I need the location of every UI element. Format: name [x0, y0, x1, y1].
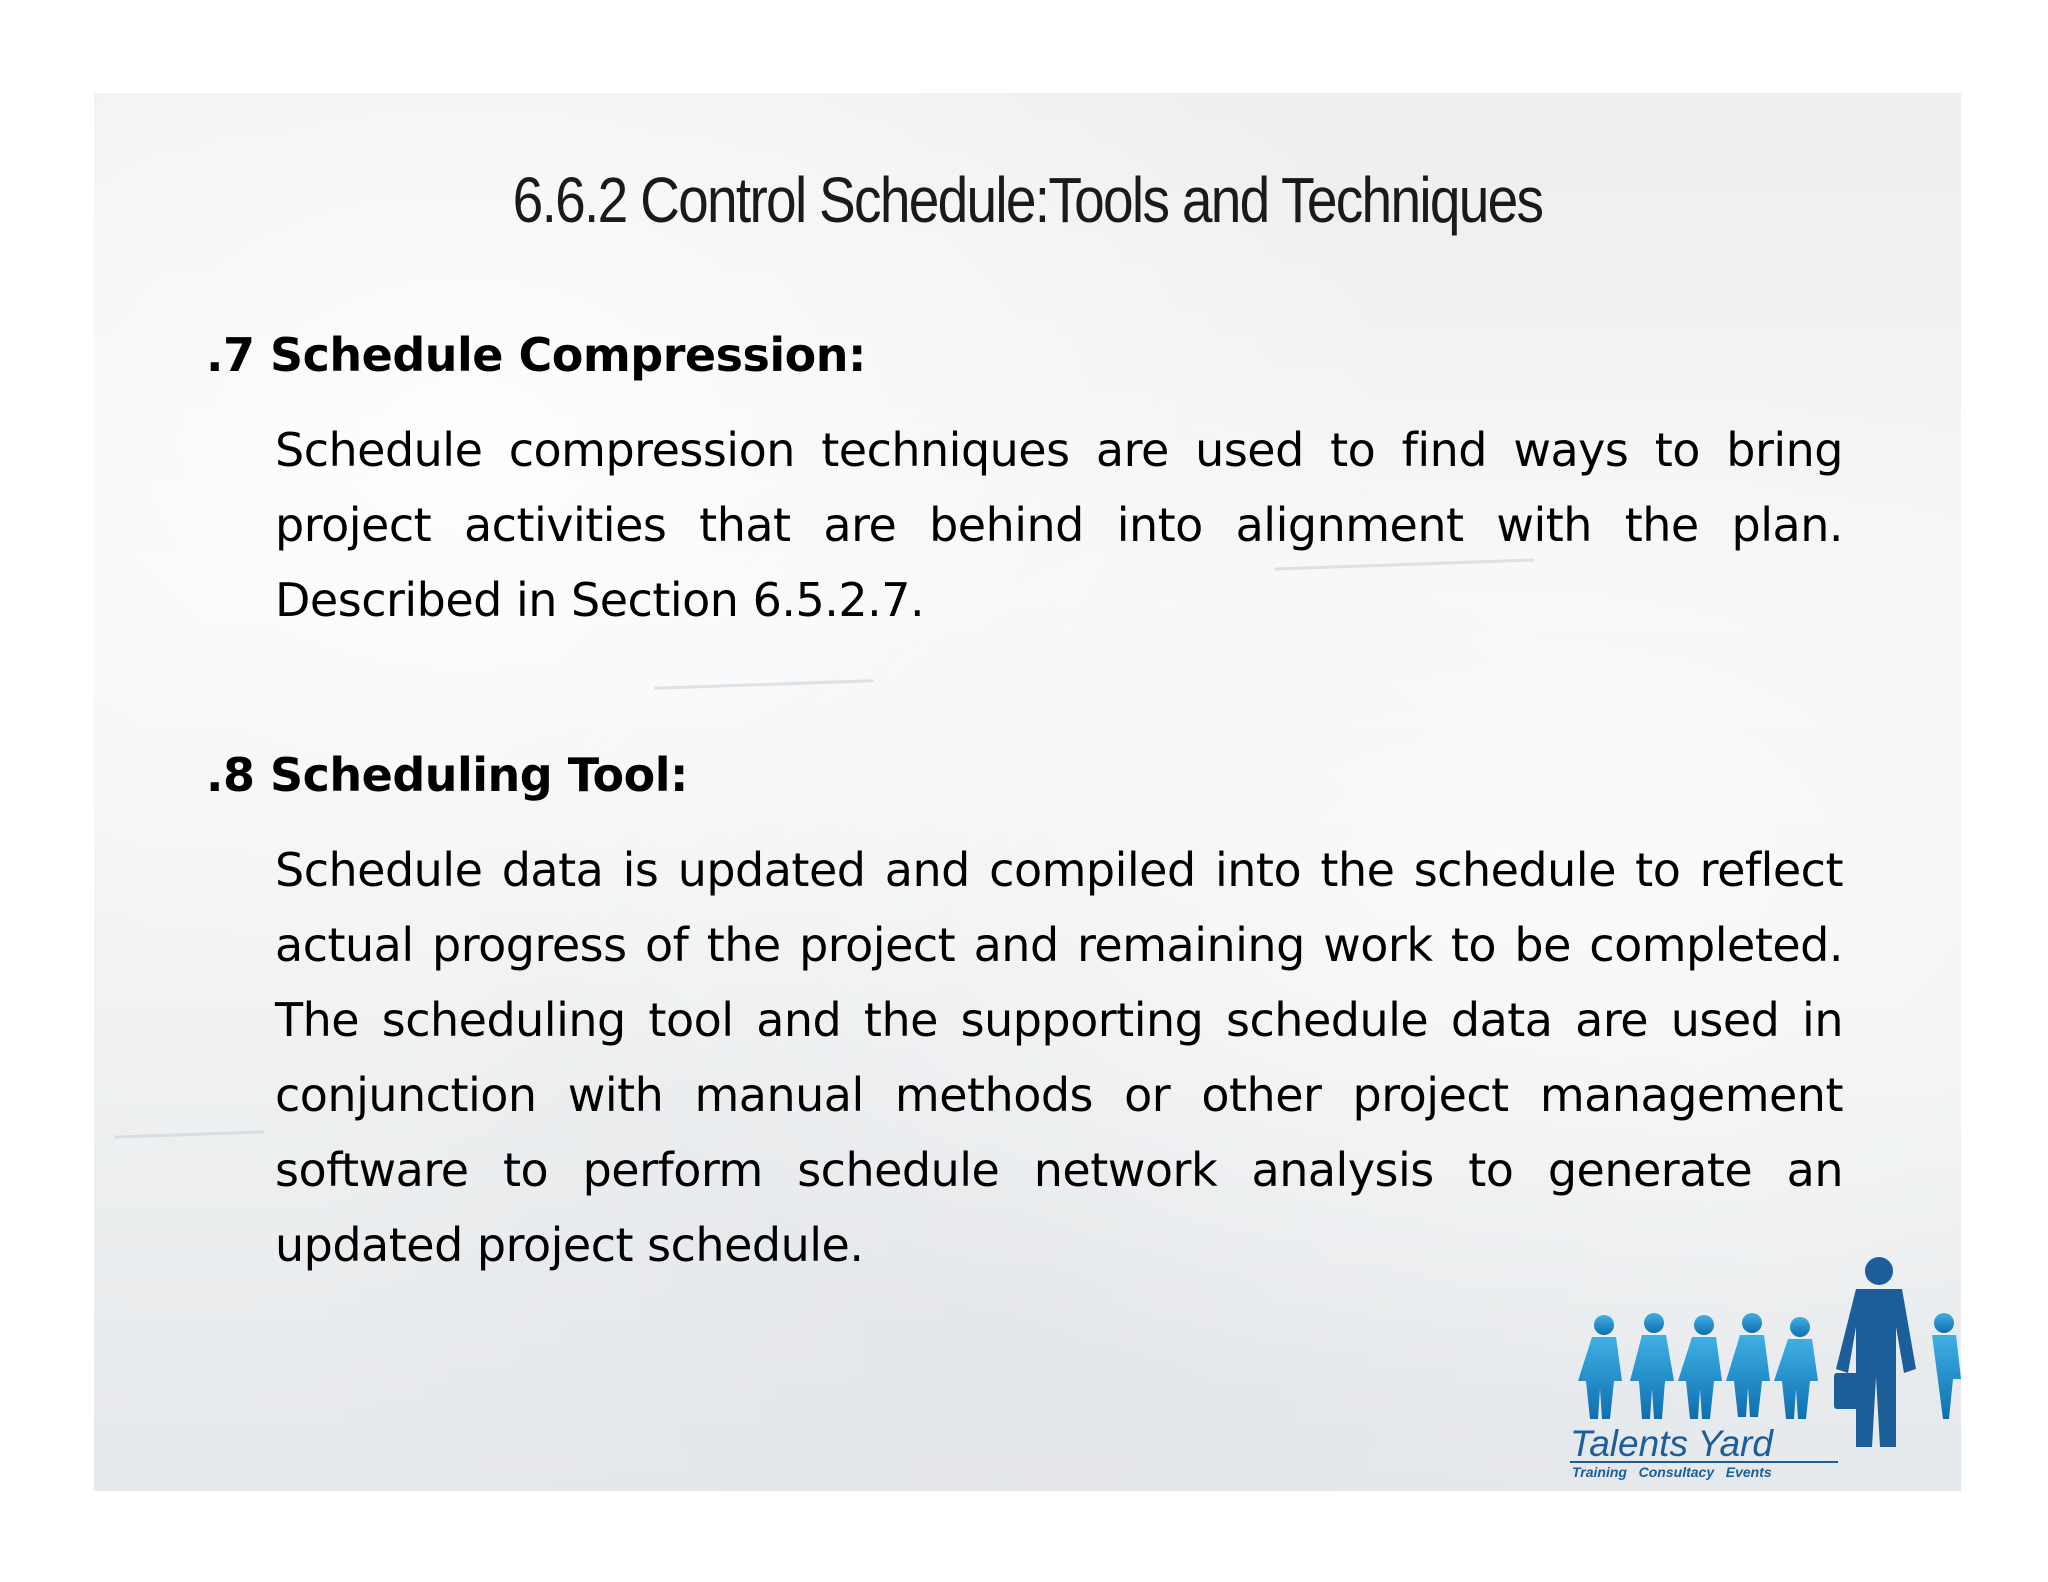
section-heading-scheduling-tool: .8 Scheduling Tool: [206, 748, 688, 802]
slide [94, 93, 1961, 1491]
talents-yard-logo [1564, 1253, 1961, 1491]
section-heading-schedule-compression: .7 Schedule Compression: [206, 328, 866, 382]
logo-tagline: Training Consultacy Events [1572, 1464, 1772, 1480]
leader-silhouette-icon [1834, 1257, 1916, 1447]
logo-name: Talents Yard [1570, 1423, 1773, 1464]
slide-title: 6.6.2 Control Schedule:Tools and Techniques [512, 164, 1543, 236]
section-body-scheduling-tool: Schedule data is updated and compiled into the schedule to reflect actual progress of the project and remaining work to be completed. The scheduling tool and the supporting schedule data are used in conjunction with manual methods or other project management software to perform schedule network analysis to generate an updated project schedule. [275, 843, 1843, 1272]
background-streak [654, 679, 874, 690]
background-streak [114, 1130, 264, 1138]
section-body-schedule-compression: Schedule compression techniques are used to find ways to bring project activities that are behind into alignment with the plan. Described in Section 6.5.2.7. [275, 423, 1843, 627]
